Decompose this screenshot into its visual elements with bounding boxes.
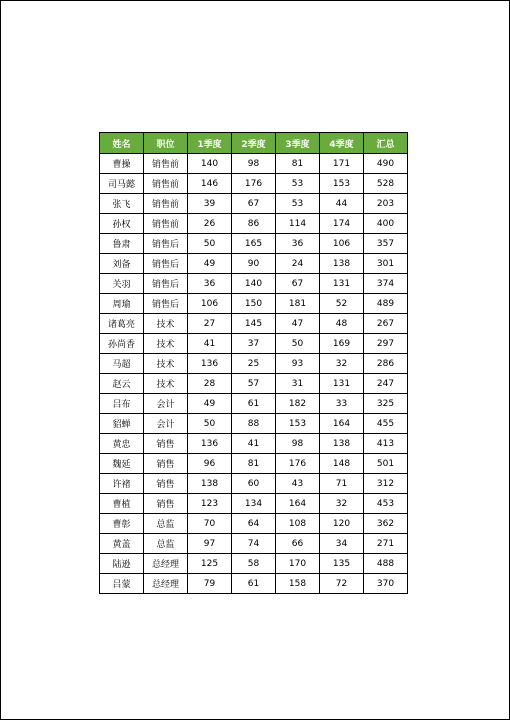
cell-total: 325 <box>364 394 408 414</box>
table-row <box>100 414 408 434</box>
header-row <box>100 133 408 154</box>
cell-total: 362 <box>364 514 408 534</box>
cell-q2: 61 <box>232 574 276 594</box>
cell-total: 297 <box>364 334 408 354</box>
table-row <box>100 294 408 314</box>
table-row <box>100 314 408 334</box>
cell-q4: 33 <box>320 394 364 414</box>
cell-q1: 96 <box>188 454 232 474</box>
cell-q3: 24 <box>276 254 320 274</box>
cell-q1: 136 <box>188 434 232 454</box>
cell-q1: 36 <box>188 274 232 294</box>
table-row <box>100 154 408 174</box>
cell-total: 453 <box>364 494 408 514</box>
cell-q4: 138 <box>320 434 364 454</box>
cell-q1: 41 <box>188 334 232 354</box>
cell-total: 528 <box>364 174 408 194</box>
cell-q3: 67 <box>276 274 320 294</box>
cell-q2: 86 <box>232 214 276 234</box>
cell-q1: 70 <box>188 514 232 534</box>
cell-total: 400 <box>364 214 408 234</box>
cell-q1: 50 <box>188 414 232 434</box>
table-row <box>100 174 408 194</box>
cell-position: 销售前 <box>144 214 188 234</box>
cell-q2: 58 <box>232 554 276 574</box>
cell-q1: 28 <box>188 374 232 394</box>
cell-total: 489 <box>364 294 408 314</box>
cell-q1: 39 <box>188 194 232 214</box>
cell-q4: 52 <box>320 294 364 314</box>
cell-q3: 153 <box>276 414 320 434</box>
cell-position: 销售前 <box>144 174 188 194</box>
cell-q2: 37 <box>232 334 276 354</box>
cell-name: 黄忠 <box>100 434 144 454</box>
cell-q1: 50 <box>188 234 232 254</box>
cell-q4: 135 <box>320 554 364 574</box>
cell-position: 技术 <box>144 374 188 394</box>
cell-position: 技术 <box>144 314 188 334</box>
cell-q3: 53 <box>276 174 320 194</box>
cell-q4: 32 <box>320 354 364 374</box>
cell-total: 501 <box>364 454 408 474</box>
cell-q3: 66 <box>276 534 320 554</box>
cell-q4: 138 <box>320 254 364 274</box>
header-name: 姓名 <box>100 133 144 154</box>
cell-total: 301 <box>364 254 408 274</box>
cell-name: 陆逊 <box>100 554 144 574</box>
cell-q2: 67 <box>232 194 276 214</box>
cell-total: 312 <box>364 474 408 494</box>
cell-q3: 181 <box>276 294 320 314</box>
table-row <box>100 254 408 274</box>
cell-q2: 64 <box>232 514 276 534</box>
cell-q1: 123 <box>188 494 232 514</box>
cell-q4: 44 <box>320 194 364 214</box>
header-q1: 1季度 <box>188 133 232 154</box>
cell-q4: 34 <box>320 534 364 554</box>
table-row <box>100 374 408 394</box>
cell-q1: 97 <box>188 534 232 554</box>
cell-total: 413 <box>364 434 408 454</box>
table-body <box>100 154 408 594</box>
table-row <box>100 454 408 474</box>
cell-name: 许褚 <box>100 474 144 494</box>
cell-position: 总经理 <box>144 554 188 574</box>
header-total: 汇总 <box>364 133 408 154</box>
table-row <box>100 494 408 514</box>
cell-q3: 170 <box>276 554 320 574</box>
table-row <box>100 214 408 234</box>
cell-name: 马超 <box>100 354 144 374</box>
cell-total: 271 <box>364 534 408 554</box>
cell-q4: 48 <box>320 314 364 334</box>
header-position: 职位 <box>144 133 188 154</box>
cell-name: 魏延 <box>100 454 144 474</box>
cell-q2: 165 <box>232 234 276 254</box>
table-row <box>100 274 408 294</box>
header-q2: 2季度 <box>232 133 276 154</box>
table-row <box>100 474 408 494</box>
cell-name: 曹彰 <box>100 514 144 534</box>
cell-position: 销售前 <box>144 194 188 214</box>
cell-q2: 57 <box>232 374 276 394</box>
cell-q4: 164 <box>320 414 364 434</box>
cell-q1: 79 <box>188 574 232 594</box>
cell-position: 销售后 <box>144 254 188 274</box>
cell-position: 会计 <box>144 394 188 414</box>
cell-name: 张飞 <box>100 194 144 214</box>
cell-q3: 47 <box>276 314 320 334</box>
cell-position: 销售前 <box>144 154 188 174</box>
header-q3: 3季度 <box>276 133 320 154</box>
cell-total: 370 <box>364 574 408 594</box>
cell-q2: 74 <box>232 534 276 554</box>
cell-q4: 106 <box>320 234 364 254</box>
cell-position: 销售后 <box>144 234 188 254</box>
cell-q4: 71 <box>320 474 364 494</box>
sales-table <box>99 132 408 594</box>
cell-q1: 26 <box>188 214 232 234</box>
cell-q2: 98 <box>232 154 276 174</box>
cell-q3: 50 <box>276 334 320 354</box>
cell-position: 总监 <box>144 514 188 534</box>
table-row <box>100 534 408 554</box>
cell-q3: 158 <box>276 574 320 594</box>
table-row <box>100 514 408 534</box>
cell-position: 销售 <box>144 454 188 474</box>
cell-total: 267 <box>364 314 408 334</box>
cell-q4: 72 <box>320 574 364 594</box>
table-row <box>100 354 408 374</box>
cell-q1: 49 <box>188 254 232 274</box>
table-row <box>100 394 408 414</box>
cell-q4: 171 <box>320 154 364 174</box>
cell-q3: 164 <box>276 494 320 514</box>
cell-position: 总经理 <box>144 574 188 594</box>
cell-name: 黄盖 <box>100 534 144 554</box>
cell-q3: 53 <box>276 194 320 214</box>
cell-position: 会计 <box>144 414 188 434</box>
cell-total: 374 <box>364 274 408 294</box>
table-row <box>100 434 408 454</box>
cell-q4: 131 <box>320 274 364 294</box>
cell-q1: 146 <box>188 174 232 194</box>
cell-total: 203 <box>364 194 408 214</box>
cell-name: 孙尚香 <box>100 334 144 354</box>
cell-q2: 81 <box>232 454 276 474</box>
cell-q1: 49 <box>188 394 232 414</box>
cell-total: 490 <box>364 154 408 174</box>
cell-q2: 88 <box>232 414 276 434</box>
cell-q1: 106 <box>188 294 232 314</box>
cell-name: 曹操 <box>100 154 144 174</box>
cell-q3: 176 <box>276 454 320 474</box>
cell-q3: 114 <box>276 214 320 234</box>
cell-position: 销售后 <box>144 274 188 294</box>
cell-q3: 98 <box>276 434 320 454</box>
cell-q2: 90 <box>232 254 276 274</box>
cell-name: 司马懿 <box>100 174 144 194</box>
table-row <box>100 554 408 574</box>
cell-q3: 43 <box>276 474 320 494</box>
cell-total: 455 <box>364 414 408 434</box>
cell-name: 吕布 <box>100 394 144 414</box>
cell-q2: 145 <box>232 314 276 334</box>
cell-q3: 182 <box>276 394 320 414</box>
cell-name: 周瑜 <box>100 294 144 314</box>
cell-q2: 41 <box>232 434 276 454</box>
cell-q3: 31 <box>276 374 320 394</box>
cell-name: 诸葛亮 <box>100 314 144 334</box>
cell-name: 关羽 <box>100 274 144 294</box>
cell-name: 赵云 <box>100 374 144 394</box>
cell-q3: 81 <box>276 154 320 174</box>
cell-q2: 60 <box>232 474 276 494</box>
cell-q4: 131 <box>320 374 364 394</box>
table-row <box>100 194 408 214</box>
cell-position: 技术 <box>144 334 188 354</box>
cell-q2: 134 <box>232 494 276 514</box>
cell-q1: 138 <box>188 474 232 494</box>
cell-total: 357 <box>364 234 408 254</box>
cell-total: 247 <box>364 374 408 394</box>
table-row <box>100 234 408 254</box>
cell-q4: 32 <box>320 494 364 514</box>
cell-name: 刘备 <box>100 254 144 274</box>
cell-position: 总监 <box>144 534 188 554</box>
cell-position: 销售后 <box>144 294 188 314</box>
cell-total: 286 <box>364 354 408 374</box>
cell-position: 技术 <box>144 354 188 374</box>
cell-position: 销售 <box>144 434 188 454</box>
cell-q4: 120 <box>320 514 364 534</box>
cell-name: 吕蒙 <box>100 574 144 594</box>
cell-q2: 25 <box>232 354 276 374</box>
cell-q1: 125 <box>188 554 232 574</box>
cell-q2: 61 <box>232 394 276 414</box>
cell-q1: 27 <box>188 314 232 334</box>
cell-q3: 108 <box>276 514 320 534</box>
cell-total: 488 <box>364 554 408 574</box>
cell-name: 鲁肃 <box>100 234 144 254</box>
cell-q4: 148 <box>320 454 364 474</box>
cell-q2: 176 <box>232 174 276 194</box>
table-row <box>100 334 408 354</box>
cell-name: 孙权 <box>100 214 144 234</box>
cell-q1: 140 <box>188 154 232 174</box>
cell-name: 貂蝉 <box>100 414 144 434</box>
cell-position: 销售 <box>144 474 188 494</box>
cell-q2: 140 <box>232 274 276 294</box>
cell-q4: 174 <box>320 214 364 234</box>
cell-q3: 93 <box>276 354 320 374</box>
table-row <box>100 574 408 594</box>
cell-position: 销售 <box>144 494 188 514</box>
header-q4: 4季度 <box>320 133 364 154</box>
cell-q1: 136 <box>188 354 232 374</box>
cell-q3: 36 <box>276 234 320 254</box>
cell-q2: 150 <box>232 294 276 314</box>
cell-q4: 169 <box>320 334 364 354</box>
cell-q4: 153 <box>320 174 364 194</box>
cell-name: 曹植 <box>100 494 144 514</box>
